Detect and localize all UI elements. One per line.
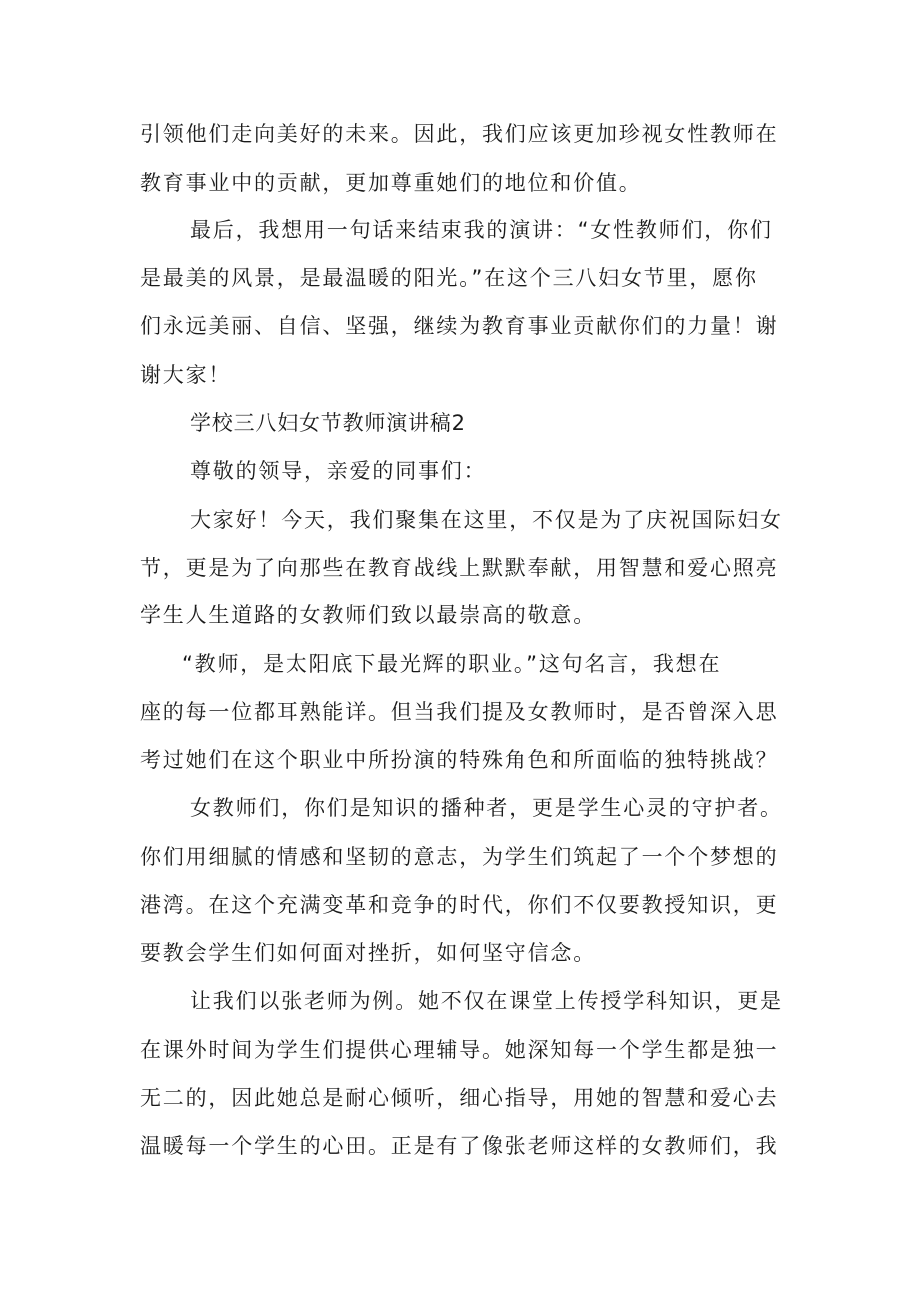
paragraph-start-line: 让我们以张老师为例。她不仅在课堂上传授学科知识，更是 <box>190 989 783 1013</box>
text-line: 学生人生道路的女教师们致以最崇高的敬意。 <box>140 603 596 627</box>
text-line: 在课外时间为学生们提供心理辅导。她深知每一个学生都是独一 <box>140 1038 779 1062</box>
text-line: 引领他们走向美好的未来。因此，我们应该更加珍视女性教师在 <box>140 122 779 146</box>
section-heading: 学校三八妇女节教师演讲稿2 <box>190 411 466 435</box>
text-line: 谢大家！ <box>140 363 232 387</box>
paragraph-start-line: 大家好！今天，我们聚集在这里，不仅是为了庆祝国际妇女 <box>190 508 783 532</box>
text-line: 是最美的风景，是最温暖的阳光。”在这个三八妇女节里，愿你 <box>140 266 758 290</box>
text-line: 你们用细腻的情感和坚韧的意志，为学生们筑起了一个个梦想的 <box>140 845 779 869</box>
text-line: 教育事业中的贡献，更加尊重她们的地位和价值。 <box>140 171 642 195</box>
paragraph-start-line: 女教师们，你们是知识的播种者，更是学生心灵的守护者。 <box>190 796 783 820</box>
text-line: 节，更是为了向那些在教育战线上默默奉献，用智慧和爱心照亮 <box>140 556 779 580</box>
text-line: 考过她们在这个职业中所扮演的特殊角色和所面临的独特挑战？ <box>140 748 779 772</box>
text-line: 要教会学生们如何面对挫折，如何坚守信念。 <box>140 941 596 965</box>
salutation-line: 尊敬的领导，亲爱的同事们： <box>190 459 487 483</box>
text-line: 们永远美丽、自信、坚强，继续为教育事业贡献你们的力量！谢 <box>140 314 779 338</box>
text-line: 港湾。在这个充满变革和竞争的时代，你们不仅要教授知识，更 <box>140 893 779 917</box>
text-line: 无二的，因此她总是耐心倾听，细心指导，用她的智慧和爱心去 <box>140 1086 779 1110</box>
text-line: 温暖每一个学生的心田。正是有了像张老师这样的女教师们，我 <box>140 1134 779 1158</box>
text-line: 座的每一位都耳熟能详。但当我们提及女教师时，是否曾深入思 <box>140 700 779 724</box>
paragraph-start-line: “教师，是太阳底下最光辉的职业。”这句名言，我想在 <box>182 652 722 676</box>
paragraph-start-line: 最后，我想用一句话来结束我的演讲：“女性教师们，你们 <box>190 218 773 242</box>
